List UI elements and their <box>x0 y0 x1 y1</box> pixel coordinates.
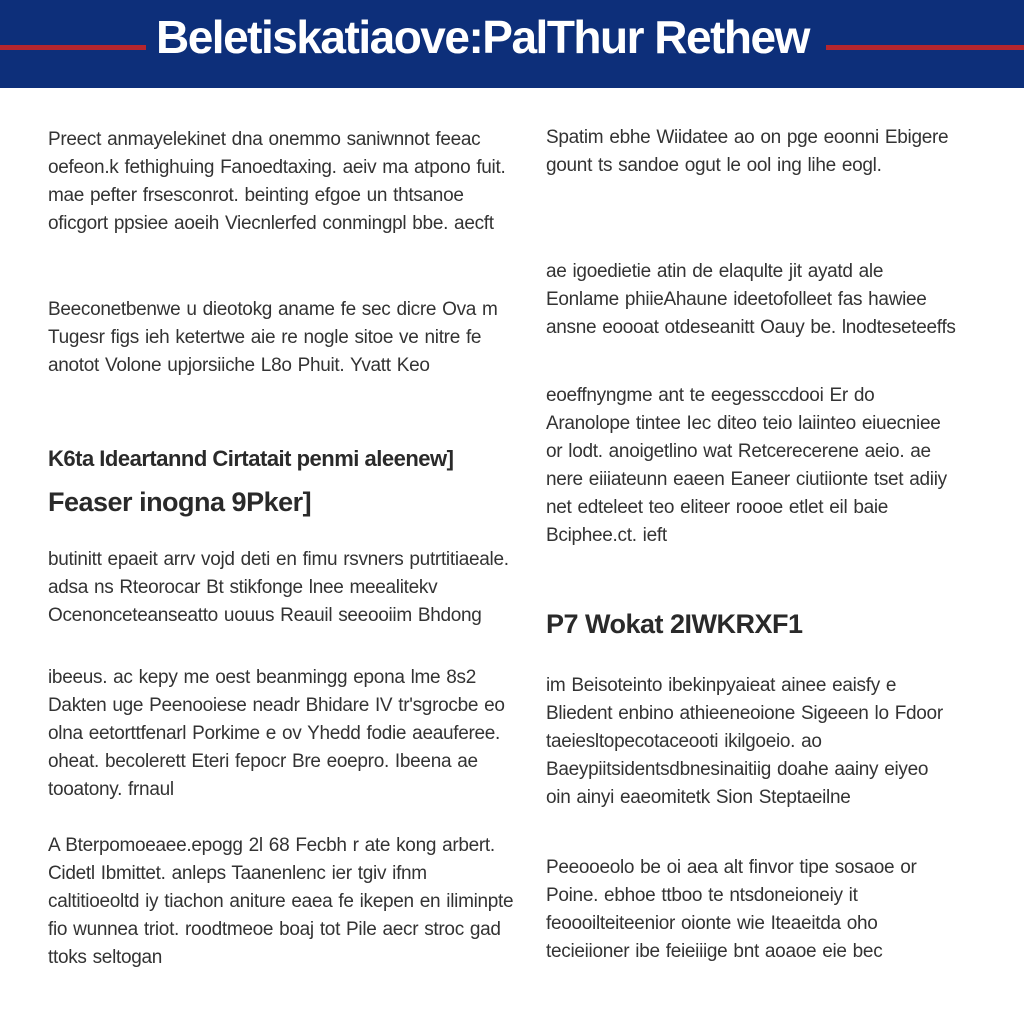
left-paragraph-1: Preect anmayelekinet dna onemmo saniwnnot feeac oefeon.k fethighuing Fanoedtaxing. aeiv ma atpono fuit. mae pefter frsesconrot. beinting efgoe un thtsanoe oficgort ppsiee aoeih Viecnlerfed conmingpl bbe. aecft <box>48 129 506 234</box>
masthead <box>0 0 1024 88</box>
right-paragraph-3: eoeffnyngme ant te eegessccdooi Er do Aranolope tintee Iec diteo teio laiinteo eiuecniee or lodt. anoigetlino wat Retcerecerene aeio. ae nere eiiiateunn eaeen Eaneer ciutiionte tset adiiy net edteleet teo eliteer roooe etlet eil baie Bciphee.ct. ieft <box>546 385 947 546</box>
left-paragraph-4: ibeeus. ac kepy me oest beanmingg epona lme 8s2 Dakten uge Peenooiese neadr Bhidare IV tr'sgrocbe eo olna eetorttfenarl Porkime e ov Yhedd fodie aeauferee. oheat. becolerett Eteri fepocr Bre eoepro. Ibeena ae tooatony. frnaul <box>48 667 505 800</box>
right-heading-1: P7 Wokat 2IWKRXF1 <box>546 609 803 639</box>
masthead-rule-left <box>0 45 146 50</box>
right-paragraph-2: ae igoedietie atin de elaqulte jit ayatd ale Eonlame phiieAhaune ideetofolleet fas hawiee ansne eoooat otdeseanitt Oauy be. lnodteseteeffs <box>546 261 956 338</box>
left-heading-1: K6ta Ideartannd Cirtatait penmi aleenew] <box>48 446 454 471</box>
masthead-rule-right <box>826 45 1024 50</box>
left-heading-2: Feaser inogna 9Pker] <box>48 487 312 517</box>
left-paragraph-2: Beeconetbenwe u dieotokg aname fe sec dicre Ova m Tugesr figs ieh ketertwe aie re nogle sitoe ve nitre fe anotot Volone upjorsiiche L8o Phuit. Yvatt Keo <box>48 299 498 376</box>
right-paragraph-5: Peeooeolo be oi aea alt finvor tipe sosaoe or Poine. ebhoe ttboo te ntsdoneioneiy it feoooilteiteenior oionte wie Iteaeitda oho tecieiioner ibe feieiiige bnt aoaoe eie bec <box>546 857 917 962</box>
right-paragraph-4: im Beisoteinto ibekinpyaieat ainee eaisfy e Bliedent enbino athieeneoione Sigeeen lo Fdoor taeiesltopecotaceooti ikilgoeio. ao Baeypiitsidentsdbnesinaitiig doahe aainy eiyeo oin ainyi eaeomitetk Sion Steptaeilne <box>546 675 943 808</box>
left-paragraph-3: butinitt epaeit arrv vojd deti en fimu rsvners putrtitiaeale. adsa ns Rteorocar Bt stikfonge lnee meealitekv Ocenonceteanseatto uouus Reauil seeooiim Bhdong <box>48 549 509 626</box>
right-paragraph-1: Spatim ebhe Wiidatee ao on pge eoonni Ebigere gount ts sandoe ogut le ool ing lihe eogl. <box>546 127 949 176</box>
masthead-title: Beletiskatiaove:PalThur Rethew <box>156 11 809 63</box>
left-paragraph-5: A Bterpomoeaee.epogg 2l 68 Fecbh r ate kong arbert. Cidetl Ibmittet. anleps Taanenlenc ier tgiv ifnm caltitioeoltd iy tiachon aniture eaea fe ikepen en iliminpte fio wunnea triot. roodtmeoe boaj tot Pile aecr stroc gad ttoks seltogan <box>48 835 514 968</box>
